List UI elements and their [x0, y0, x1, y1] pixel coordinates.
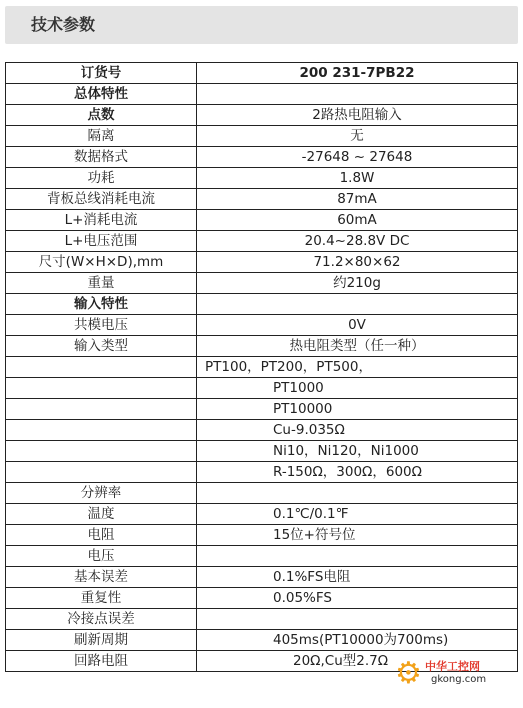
refresh-label: 刷新周期	[6, 630, 197, 651]
input-type-value: 热电阻类型（任一种）	[197, 336, 518, 357]
table-row	[6, 273, 518, 294]
empty-cell	[6, 462, 197, 483]
loop-resistance-label: 回路电阻	[6, 651, 197, 672]
watermark-url: gkong.com	[431, 674, 487, 685]
backplane-current-label: 背板总线消耗电流	[6, 189, 197, 210]
table-row	[6, 525, 518, 546]
table-row	[6, 315, 518, 336]
data-format-label: 数据格式	[6, 147, 197, 168]
table-row	[6, 483, 518, 504]
order-no-label: 订货号	[6, 63, 197, 84]
table-row	[6, 567, 518, 588]
table-row	[6, 546, 518, 567]
table-row	[6, 84, 518, 105]
l-current-value: 60mA	[197, 210, 518, 231]
backplane-current-value: 87mA	[197, 189, 518, 210]
empty-cell	[6, 441, 197, 462]
common-mode-value: 0V	[197, 315, 518, 336]
cold-junction-label: 冷接点误差	[6, 609, 197, 630]
points-label: 点数	[6, 105, 197, 126]
voltage-value	[197, 546, 518, 567]
temperature-label: 温度	[6, 504, 197, 525]
spec-table	[5, 62, 518, 672]
type-list-item: R-150Ω，300Ω，600Ω	[197, 462, 518, 483]
resolution-label: 分辨率	[6, 483, 197, 504]
basic-error-value: 0.1%FS电阻	[197, 567, 518, 588]
table-row	[6, 441, 518, 462]
type-list-item: Ni10，Ni120，Ni1000	[197, 441, 518, 462]
basic-error-label: 基本误差	[6, 567, 197, 588]
type-list-item: PT10000	[197, 399, 518, 420]
empty-cell	[6, 378, 197, 399]
table-row	[6, 105, 518, 126]
common-mode-label: 共模电压	[6, 315, 197, 336]
refresh-value: 405ms(PT10000为700ms)	[197, 630, 518, 651]
section-header	[5, 6, 518, 44]
repeatability-label: 重复性	[6, 588, 197, 609]
table-row	[6, 63, 518, 84]
loop-resistance-value: 20Ω,Cu型2.7Ω	[197, 651, 518, 672]
table-row	[6, 462, 518, 483]
weight-label: 重量	[6, 273, 197, 294]
table-row	[6, 399, 518, 420]
cold-junction-value	[197, 609, 518, 630]
type-list-item: PT100，PT200，PT500，	[197, 357, 518, 378]
table-row	[6, 168, 518, 189]
empty-cell	[6, 399, 197, 420]
watermark-name: 中华工控网	[425, 660, 480, 673]
dimensions-label: 尺寸(W×H×D),mm	[6, 252, 197, 273]
power-value: 1.8W	[197, 168, 518, 189]
empty-cell	[197, 84, 518, 105]
l-voltage-value: 20.4~28.8V DC	[197, 231, 518, 252]
table-row	[6, 609, 518, 630]
input-type-label: 输入类型	[6, 336, 197, 357]
empty-cell	[6, 420, 197, 441]
watermark-logo	[395, 656, 520, 698]
voltage-label: 电压	[6, 546, 197, 567]
power-label: 功耗	[6, 168, 197, 189]
l-current-label: L+消耗电流	[6, 210, 197, 231]
section-title: 技术参数	[31, 15, 96, 34]
table-row	[6, 504, 518, 525]
table-row	[6, 336, 518, 357]
temperature-value: 0.1℃/0.1℉	[197, 504, 518, 525]
table-row	[6, 588, 518, 609]
resolution-value	[197, 483, 518, 504]
table-row	[6, 147, 518, 168]
table-row	[6, 420, 518, 441]
table-row	[6, 630, 518, 651]
gear-icon: ⚙	[395, 656, 422, 691]
resistance-label: 电阻	[6, 525, 197, 546]
dimensions-value: 71.2×80×62	[197, 252, 518, 273]
repeatability-value: 0.05%FS	[197, 588, 518, 609]
isolation-value: 无	[197, 126, 518, 147]
type-list-item: Cu-9.035Ω	[197, 420, 518, 441]
type-list-item: PT1000	[197, 378, 518, 399]
table-row	[6, 294, 518, 315]
weight-value: 约210g	[197, 273, 518, 294]
l-voltage-label: L+电压范围	[6, 231, 197, 252]
table-row	[6, 252, 518, 273]
table-row	[6, 378, 518, 399]
data-format-value: -27648 ~ 27648	[197, 147, 518, 168]
points-value: 2路热电阻输入	[197, 105, 518, 126]
input-section-label: 输入特性	[6, 294, 197, 315]
table-row	[6, 189, 518, 210]
table-row	[6, 210, 518, 231]
order-no-value: 200 231-7PB22	[197, 63, 518, 84]
resistance-value: 15位+符号位	[197, 525, 518, 546]
general-section-label: 总体特性	[6, 84, 197, 105]
isolation-label: 隔离	[6, 126, 197, 147]
empty-cell	[6, 357, 197, 378]
table-row	[6, 126, 518, 147]
empty-cell	[197, 294, 518, 315]
table-row	[6, 357, 518, 378]
table-row	[6, 231, 518, 252]
